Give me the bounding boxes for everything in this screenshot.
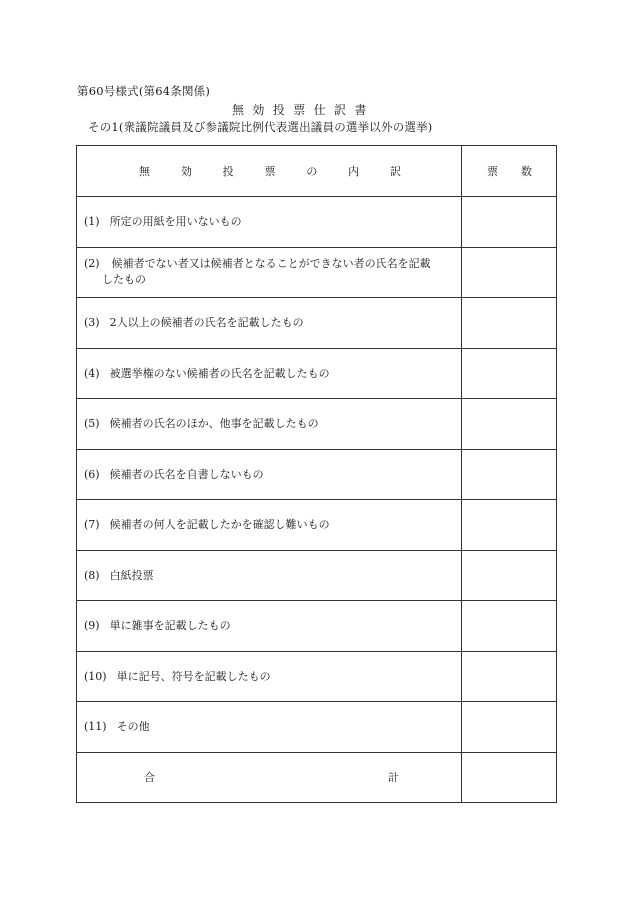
- table-row: [77, 702, 557, 753]
- header-char: 効: [180, 165, 192, 178]
- header-char: 票: [264, 165, 276, 178]
- header-breakdown-cell: [77, 146, 462, 197]
- item-number: (3): [84, 316, 100, 330]
- item-number: (1): [84, 215, 100, 229]
- total-count-cell[interactable]: [462, 752, 557, 803]
- item-cell: [77, 348, 462, 399]
- form-number-label: 第60号様式(第64条関係): [77, 84, 211, 98]
- vote-count-cell[interactable]: [462, 500, 557, 551]
- invalid-votes-table: [76, 145, 557, 803]
- item-number: (6): [84, 467, 100, 481]
- item-number: (7): [84, 518, 100, 532]
- vote-count-cell[interactable]: [462, 702, 557, 753]
- header-char: 内: [348, 165, 360, 178]
- table-row: [77, 348, 557, 399]
- total-label-left: 合: [144, 771, 155, 785]
- vote-count-cell[interactable]: [462, 651, 557, 702]
- item-text: 候補者の氏名を自書しないもの: [109, 467, 264, 481]
- vote-count-cell[interactable]: [462, 348, 557, 399]
- total-label-right: 計: [388, 771, 399, 785]
- table-row: [77, 399, 557, 450]
- item-cell: [77, 449, 462, 500]
- vote-count-cell[interactable]: [462, 601, 557, 652]
- item-text: 被選挙権のない候補者の氏名を記載したもの: [109, 366, 330, 380]
- table-row: [77, 601, 557, 652]
- vote-count-cell[interactable]: [462, 550, 557, 601]
- item-number: (5): [84, 417, 100, 431]
- header-count-cell: [462, 146, 557, 197]
- header-char: の: [306, 165, 318, 178]
- table-row: [77, 550, 557, 601]
- item-cell: [77, 197, 462, 248]
- item-number: (2): [84, 257, 100, 271]
- item-cell: [77, 399, 462, 450]
- header-char: 投: [222, 165, 234, 178]
- vote-count-cell[interactable]: [462, 449, 557, 500]
- item-text: 候補者の氏名のほか、他事を記載したもの: [109, 417, 319, 431]
- table-row: [77, 197, 557, 248]
- item-text: その他: [116, 720, 150, 734]
- item-text: 2人以上の候補者の氏名を記載したもの: [109, 316, 304, 330]
- item-number: (10): [84, 669, 107, 683]
- item-text: 候補者でない者又は候補者となることができない者の氏名を記載: [111, 257, 431, 271]
- vote-count-cell[interactable]: [462, 399, 557, 450]
- table-row: [77, 449, 557, 500]
- table-row: [77, 247, 557, 298]
- item-text: 所定の用紙を用いないもの: [109, 215, 242, 229]
- item-number: (9): [84, 619, 100, 633]
- item-text: 候補者の何人を記載したかを確認し難いもの: [109, 518, 330, 532]
- item-cell: [77, 500, 462, 551]
- item-cell: [77, 651, 462, 702]
- item-number: (11): [84, 720, 107, 734]
- header-char: 数: [521, 165, 532, 178]
- item-text: 単に雑事を記載したもの: [109, 619, 231, 633]
- header-char: 訳: [389, 165, 401, 178]
- item-cell: [77, 298, 462, 349]
- item-text: 白紙投票: [109, 568, 154, 582]
- item-text: 単に記号、符号を記載したもの: [116, 669, 271, 683]
- item-cell: [77, 550, 462, 601]
- table-row: [77, 651, 557, 702]
- item-cell: [77, 601, 462, 652]
- vote-count-cell[interactable]: [462, 298, 557, 349]
- header-char: 無: [139, 165, 150, 178]
- total-label-cell: [77, 752, 462, 803]
- vote-count-cell[interactable]: [462, 247, 557, 298]
- document-subtitle: その1(衆議院議員及び参議院比例代表選出議員の選挙以外の選挙): [88, 120, 433, 134]
- header-char: 票: [487, 165, 498, 178]
- item-number: (4): [84, 366, 100, 380]
- table-header-row: [77, 146, 557, 197]
- item-text-continuation: したもの: [102, 273, 146, 287]
- vote-count-cell[interactable]: [462, 197, 557, 248]
- total-row: [77, 752, 557, 803]
- item-cell: [77, 702, 462, 753]
- table-row: [77, 500, 557, 551]
- item-number: (8): [84, 568, 100, 582]
- document-title: 無効投票仕訳書: [232, 103, 375, 117]
- item-cell: [77, 247, 462, 298]
- table-row: [77, 298, 557, 349]
